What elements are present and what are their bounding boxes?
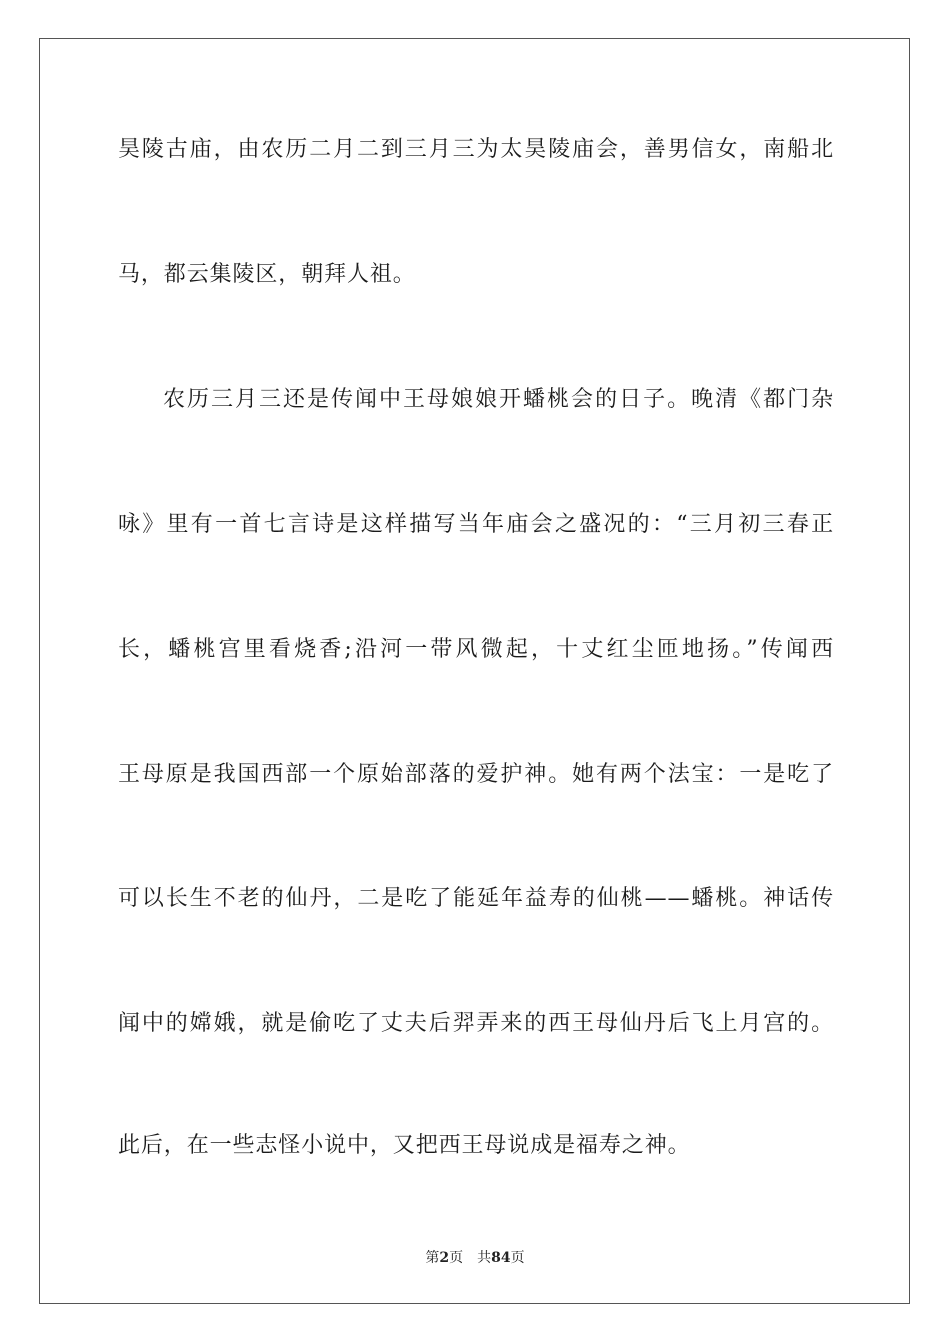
text-line: 可以长生不老的仙丹，二是吃了能延年益寿的仙桃——蟠桃。神话传 (118, 886, 834, 911)
text-line: 昊陵古庙，由农历二月二到三月三为太昊陵庙会，善男信女，南船北 (118, 137, 834, 162)
total-suffix: 页 (510, 1250, 525, 1266)
text-line: 闻中的嫦娥，就是偷吃了丈夫后羿弄来的西王母仙丹后飞上月宫的。 (118, 1011, 834, 1036)
text-line: 此后，在一些志怪小说中，又把西王母说成是福寿之神。 (118, 1133, 691, 1158)
total-prefix: 共 (477, 1250, 492, 1266)
total-pages: 84 (491, 1250, 511, 1266)
page-border (39, 38, 910, 1304)
page-footer (0, 1247, 950, 1267)
page-suffix: 页 (449, 1250, 464, 1266)
text-line: 王母原是我国西部一个原始部落的爱护神。她有两个法宝：一是吃了 (118, 762, 834, 787)
page-number: 2 (439, 1250, 450, 1266)
page-prefix: 第 (425, 1250, 440, 1266)
paragraph-first-line: 农历三月三还是传闻中王母娘娘开蟠桃会的日子。晚清《都门杂 (163, 387, 834, 412)
text-line: 咏》里有一首七言诗是这样描写当年庙会之盛况的：“三月初三春正 (118, 512, 834, 537)
text-line: 长，蟠桃宫里看烧香;沿河一带风微起，十丈红尘匝地扬。”传闻西 (118, 637, 834, 662)
text-line: 马，都云集陵区，朝拜人祖。 (118, 262, 416, 287)
